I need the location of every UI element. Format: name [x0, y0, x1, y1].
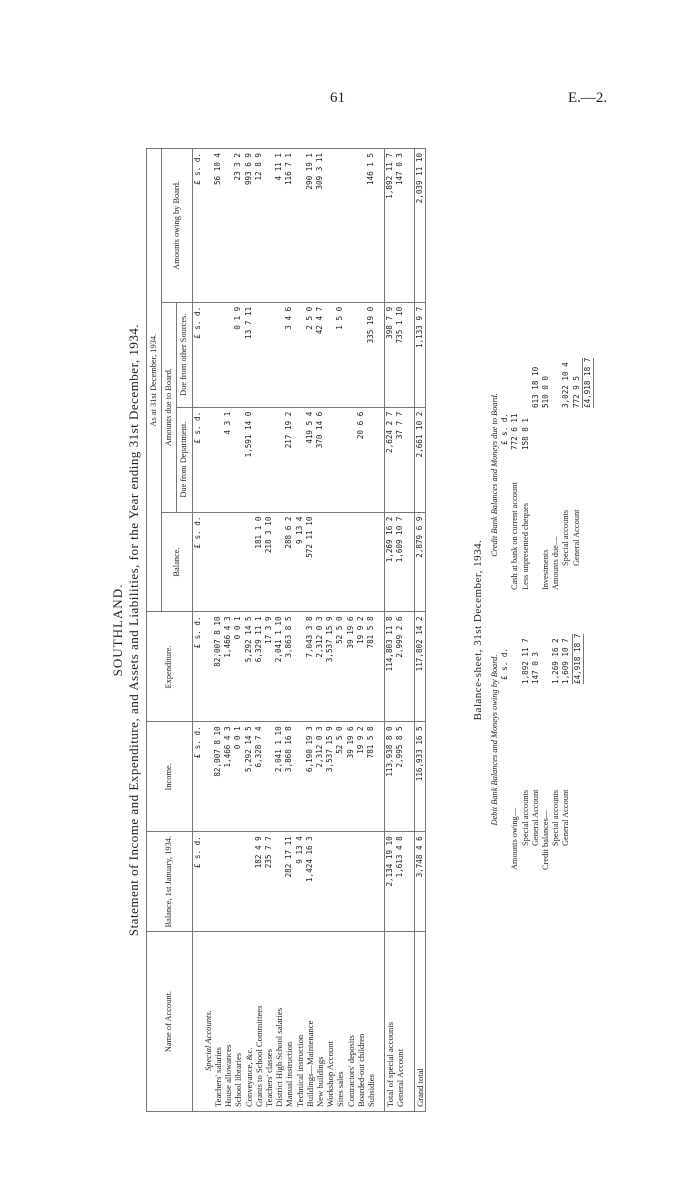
amount-cell: 1,133 9 7: [414, 302, 425, 407]
spacer-row: [406, 149, 415, 1112]
amount-cell: 572 11 10: [305, 512, 315, 612]
amount-cell: 2,041 1 10: [274, 612, 284, 722]
special-accounts-heading: Special Accounts.: [203, 932, 213, 1112]
amount-cell: 2,999 2 6: [395, 612, 405, 722]
amount-cell: 82,007 8 10: [213, 722, 223, 832]
table-row: [305, 149, 315, 1112]
debit-heading: Debit Bank Balances and Moneys owing by Board.: [490, 654, 499, 826]
account-name: District High School salaries: [274, 932, 284, 1112]
amount-cell: 17 3 9: [264, 612, 274, 722]
amount-cell: [295, 302, 305, 407]
amount-cell: 82,007 8 10: [213, 612, 223, 722]
amount-cell: 146 1 5: [366, 149, 376, 303]
amount-cell: [223, 832, 233, 932]
amount-cell: [213, 832, 223, 932]
amount-cell: [325, 302, 335, 407]
account-name: Grants to School Committees: [254, 932, 264, 1112]
amount-cell: 335 19 0: [366, 302, 376, 407]
amount-cell: 39 19 6: [346, 722, 356, 832]
amount-cell: [233, 512, 243, 612]
amount-cell: [346, 149, 356, 303]
account-name: Manual instruction: [284, 932, 294, 1112]
amount-cell: 1,424 16 3: [305, 832, 315, 932]
credit-line: [551, 360, 561, 590]
table-row: [335, 149, 345, 1112]
amount-cell: [223, 512, 233, 612]
amount-cell: 2,134 19 10: [385, 832, 396, 932]
debit-line: [510, 610, 520, 870]
amount-cell: 37 7 7: [395, 407, 405, 512]
amount-cell: [356, 149, 366, 303]
amount-cell: 42 4 7: [315, 302, 325, 407]
amount-cell: [244, 512, 254, 612]
line-label: Special accounts: [561, 509, 571, 566]
account-name: House allowances: [223, 932, 233, 1112]
amount-cell: 19 9 2: [356, 722, 366, 832]
debit-total: £4,918 18 7: [572, 634, 584, 684]
amount-cell: 116 7 1: [284, 149, 294, 303]
amount-cell: [254, 407, 264, 512]
table-row: [284, 149, 294, 1112]
amount-cell: 290 19 1: [305, 149, 315, 303]
account-name: Buildings—Maintenance: [305, 932, 315, 1112]
amount-cell: 4 3 1: [223, 407, 233, 512]
amount-cell: [254, 302, 264, 407]
account-name: Technical instruction: [295, 932, 305, 1112]
line-label: Amounts owing—: [510, 807, 520, 870]
amount-cell: 147 0 3: [395, 149, 405, 303]
amount-cell: [223, 149, 233, 303]
amount-cell: 52 5 0: [335, 722, 345, 832]
debit-lines: [510, 610, 571, 870]
amount-cell: [325, 512, 335, 612]
amount-cell: 114,803 11 8: [385, 612, 396, 722]
account-name: Sites sales: [335, 932, 345, 1112]
amount-cell: 56 10 4: [213, 149, 223, 303]
col-balance-open: Balance, 1st January, 1934.: [147, 832, 193, 932]
amount-cell: 2,312 0 3: [315, 722, 325, 832]
amount-cell: 235 7 7: [264, 832, 274, 932]
table-row: [366, 149, 376, 1112]
debit-line: [541, 610, 551, 870]
table-row: [233, 149, 243, 1112]
amount-cell: 0 0 1: [233, 722, 243, 832]
account-name: Workshop Account: [325, 932, 335, 1112]
amount-cell: [274, 512, 284, 612]
line-label: Special accounts: [551, 789, 561, 846]
line-value: 3,022 10 4: [561, 362, 571, 408]
amount-cell: 781 5 8: [366, 722, 376, 832]
account-name: General Account: [395, 932, 405, 1112]
general-account-row: [395, 149, 405, 1112]
amount-cell: 1,609 10 7: [395, 512, 405, 612]
statement-body: [192, 149, 425, 1112]
amount-cell: 2 5 0: [305, 302, 315, 407]
col-due-dept: Due from Department.: [177, 407, 192, 512]
amount-cell: [335, 832, 345, 932]
credit-line: [572, 360, 582, 590]
amount-cell: [274, 302, 284, 407]
line-value: 772 9 5: [571, 375, 581, 408]
lsd-label: £ s. d.: [192, 302, 203, 407]
amount-cell: 3,748 4 6: [414, 832, 425, 932]
line-label: Credit balances—: [540, 809, 550, 870]
amount-cell: [213, 512, 223, 612]
table-row: [315, 149, 325, 1112]
account-name: Total of special accounts: [385, 932, 396, 1112]
amount-cell: 2,041 1 10: [274, 722, 284, 832]
amount-cell: 1,591 14 0: [244, 407, 254, 512]
table-row: [325, 149, 335, 1112]
amount-cell: 2,661 10 2: [414, 407, 425, 512]
amount-cell: 2,039 11 10: [414, 149, 425, 303]
line-value: 1,892 11 7: [520, 638, 530, 684]
amount-cell: 282 17 11: [284, 832, 294, 932]
credit-line: [561, 360, 571, 590]
line-label: Investments: [540, 549, 550, 590]
line-value: 1,269 16 2: [551, 638, 561, 684]
table-row: [295, 149, 305, 1112]
amount-cell: [325, 149, 335, 303]
amount-cell: 3,868 16 8: [284, 722, 294, 832]
table-row: [356, 149, 366, 1112]
lsd-label: £ s. d.: [192, 407, 203, 512]
amount-cell: 3,537 15 9: [325, 722, 335, 832]
amount-cell: [315, 832, 325, 932]
debit-line: [531, 610, 541, 870]
amount-cell: [233, 832, 243, 932]
amount-cell: [356, 832, 366, 932]
credit-lines: [510, 360, 581, 590]
account-name: Contractors' deposits: [346, 932, 356, 1112]
amount-cell: 309 3 11: [315, 149, 325, 303]
amount-cell: [274, 407, 284, 512]
amount-cell: [213, 407, 223, 512]
amount-cell: 735 1 10: [395, 302, 405, 407]
amount-cell: [295, 149, 305, 303]
debit-line: [561, 610, 571, 870]
account-name: Teachers' salaries: [213, 932, 223, 1112]
account-name: Grand total: [414, 932, 425, 1112]
amount-cell: 0 1 9: [233, 302, 243, 407]
line-value: 772 6 11: [510, 413, 520, 450]
table-row: [274, 149, 284, 1112]
credit-section: [490, 357, 592, 590]
amount-cell: 12 8 9: [254, 149, 264, 303]
statement-table: [146, 148, 426, 1112]
line-label: Amounts due—: [551, 536, 561, 590]
credit-line: [510, 360, 520, 590]
line-label: General Account: [530, 789, 540, 846]
amount-cell: 5,292 14 5: [244, 722, 254, 832]
line-label: Less unpresented cheques: [520, 503, 530, 590]
amount-cell: 9 13 4: [295, 832, 305, 932]
col-owing: Amounts owing by Board.: [162, 149, 192, 303]
amount-cell: [315, 512, 325, 612]
amount-cell: 781 5 8: [366, 612, 376, 722]
col-amounts-due: Amounts due to Board.: [162, 302, 177, 512]
amount-cell: 398 7 9: [385, 302, 396, 407]
table-row: [254, 149, 264, 1112]
amount-cell: 117,802 14 2: [414, 612, 425, 722]
amount-cell: 0 0 1: [233, 612, 243, 722]
amount-cell: 1,269 16 2: [385, 512, 396, 612]
table-row: [213, 149, 223, 1112]
amount-cell: [366, 512, 376, 612]
lsd-label: £ s. d.: [192, 612, 203, 722]
line-value: 158 8 1: [520, 417, 530, 450]
amount-cell: [346, 407, 356, 512]
amount-cell: [335, 149, 345, 303]
account-name: New buildings: [315, 932, 325, 1112]
col-as-at: As at 31st December, 1934.: [147, 149, 162, 612]
amount-cell: 1 5 0: [335, 302, 345, 407]
line-value: 613 18 10: [530, 366, 540, 408]
lsd-label: £ s. d.: [500, 412, 510, 445]
amount-cell: 13 7 11: [244, 302, 254, 407]
amount-cell: [325, 832, 335, 932]
amount-cell: [366, 407, 376, 512]
line-value: 1,609 10 7: [561, 638, 571, 684]
amount-cell: 2,879 6 9: [414, 512, 425, 612]
amount-cell: [223, 302, 233, 407]
account-name: Conveyance, &c.: [244, 932, 254, 1112]
amount-cell: 39 19 6: [346, 612, 356, 722]
lsd-label: £ s. d.: [192, 832, 203, 932]
amount-cell: 113,938 8 0: [385, 722, 396, 832]
amount-cell: 2,312 0 3: [315, 612, 325, 722]
rotated-statement: [110, 130, 670, 1130]
amount-cell: [295, 407, 305, 512]
amount-cell: 7,043 3 8: [305, 612, 315, 722]
amount-cell: 5,292 14 5: [244, 612, 254, 722]
statement-title: Statement of Income and Expenditure, and Assets and Liabilities, for the Year ending 31st December, 1934.: [126, 323, 141, 937]
col-balance: Balance.: [162, 512, 192, 612]
amount-cell: 6,190 19 3: [305, 722, 315, 832]
line-label: Cash at bank on current account: [510, 482, 520, 590]
credit-line: [541, 360, 551, 590]
amount-cell: 19 9 2: [356, 612, 366, 722]
table-row: [223, 149, 233, 1112]
amount-cell: 3,537 15 9: [325, 612, 335, 722]
line-value: 510 0 0: [540, 375, 550, 408]
lsd-label: £ s. d.: [192, 512, 203, 612]
amount-cell: [264, 722, 274, 832]
amount-cell: [325, 407, 335, 512]
amount-cell: 181 1 0: [254, 512, 264, 612]
amount-cell: [295, 612, 305, 722]
table-row: [244, 149, 254, 1112]
amount-cell: [233, 407, 243, 512]
amount-cell: [264, 149, 274, 303]
debit-line: [551, 610, 561, 870]
lsd-label: £ s. d.: [500, 647, 510, 680]
region-heading: SOUTHLAND.: [110, 583, 125, 677]
amount-cell: [274, 832, 284, 932]
line-label: General Account: [561, 789, 571, 846]
col-expenditure: Expenditure.: [147, 612, 193, 722]
amount-cell: 1,466 4 3: [223, 722, 233, 832]
amount-cell: 218 3 10: [264, 512, 274, 612]
amount-cell: 182 4 9: [254, 832, 264, 932]
account-name: Subsidies: [366, 932, 376, 1112]
amount-cell: 993 6 9: [244, 149, 254, 303]
amount-cell: [264, 407, 274, 512]
lsd-label: £ s. d.: [192, 722, 203, 832]
amount-cell: 3,863 8 5: [284, 612, 294, 722]
amount-cell: 52 5 0: [335, 612, 345, 722]
amount-cell: [335, 512, 345, 612]
amount-cell: [264, 302, 274, 407]
amount-cell: [295, 722, 305, 832]
amount-cell: 1,466 4 3: [223, 612, 233, 722]
line-value: 147 0 3: [530, 651, 540, 684]
account-name: Teachers' classes: [264, 932, 274, 1112]
amount-cell: [346, 512, 356, 612]
amount-cell: 419 5 4: [305, 407, 315, 512]
line-label: General Account: [571, 509, 581, 566]
amount-cell: 2,624 2 7: [385, 407, 396, 512]
page-number: 61: [330, 90, 345, 106]
col-due-other: Due from other Sources.: [177, 302, 192, 407]
credit-heading: Credit Bank Balances and Moneys due to Board.: [490, 393, 499, 557]
grand-total-row: [414, 149, 425, 1112]
amount-cell: 6,328 7 4: [254, 722, 264, 832]
credit-line: [531, 360, 541, 590]
col-income: Income.: [147, 722, 193, 832]
amount-cell: [356, 512, 366, 612]
amount-cell: 217 19 2: [284, 407, 294, 512]
amount-cell: 4 11 1: [274, 149, 284, 303]
col-name: Name of Account.: [147, 932, 193, 1112]
credit-line: [521, 360, 531, 590]
account-name: School libraries: [233, 932, 243, 1112]
amount-cell: 116,933 16 5: [414, 722, 425, 832]
amount-cell: 288 6 2: [284, 512, 294, 612]
credit-total: £4,918 18 7: [582, 358, 594, 408]
amount-cell: [335, 407, 345, 512]
line-label: Special accounts: [520, 789, 530, 846]
lsd-label: £ s. d.: [192, 149, 203, 303]
document-reference: E.—2.: [568, 90, 608, 106]
amount-cell: 20 6 6: [356, 407, 366, 512]
amount-cell: 370 14 6: [315, 407, 325, 512]
amount-cell: [356, 302, 366, 407]
amount-cell: 6,329 11 1: [254, 612, 264, 722]
debit-line: [521, 610, 531, 870]
spacer-row: [376, 149, 385, 1112]
amount-cell: [346, 832, 356, 932]
balance-sheet-title: Balance-sheet, 31st December, 1934.: [472, 539, 484, 721]
amount-cell: [244, 832, 254, 932]
amount-cell: 1,892 11 7: [385, 149, 396, 303]
table-row: [264, 149, 274, 1112]
amount-cell: 23 3 2: [233, 149, 243, 303]
debit-section: [490, 610, 582, 870]
amount-cell: 2,995 8 5: [395, 722, 405, 832]
amount-cell: 3 4 6: [284, 302, 294, 407]
account-name: Boarded-out children: [356, 932, 366, 1112]
amount-cell: [213, 302, 223, 407]
amount-cell: [346, 302, 356, 407]
total-special-row: [385, 149, 396, 1112]
amount-cell: [366, 832, 376, 932]
amount-cell: 1,613 4 8: [395, 832, 405, 932]
amount-cell: 9 13 4: [295, 512, 305, 612]
table-row: [346, 149, 356, 1112]
